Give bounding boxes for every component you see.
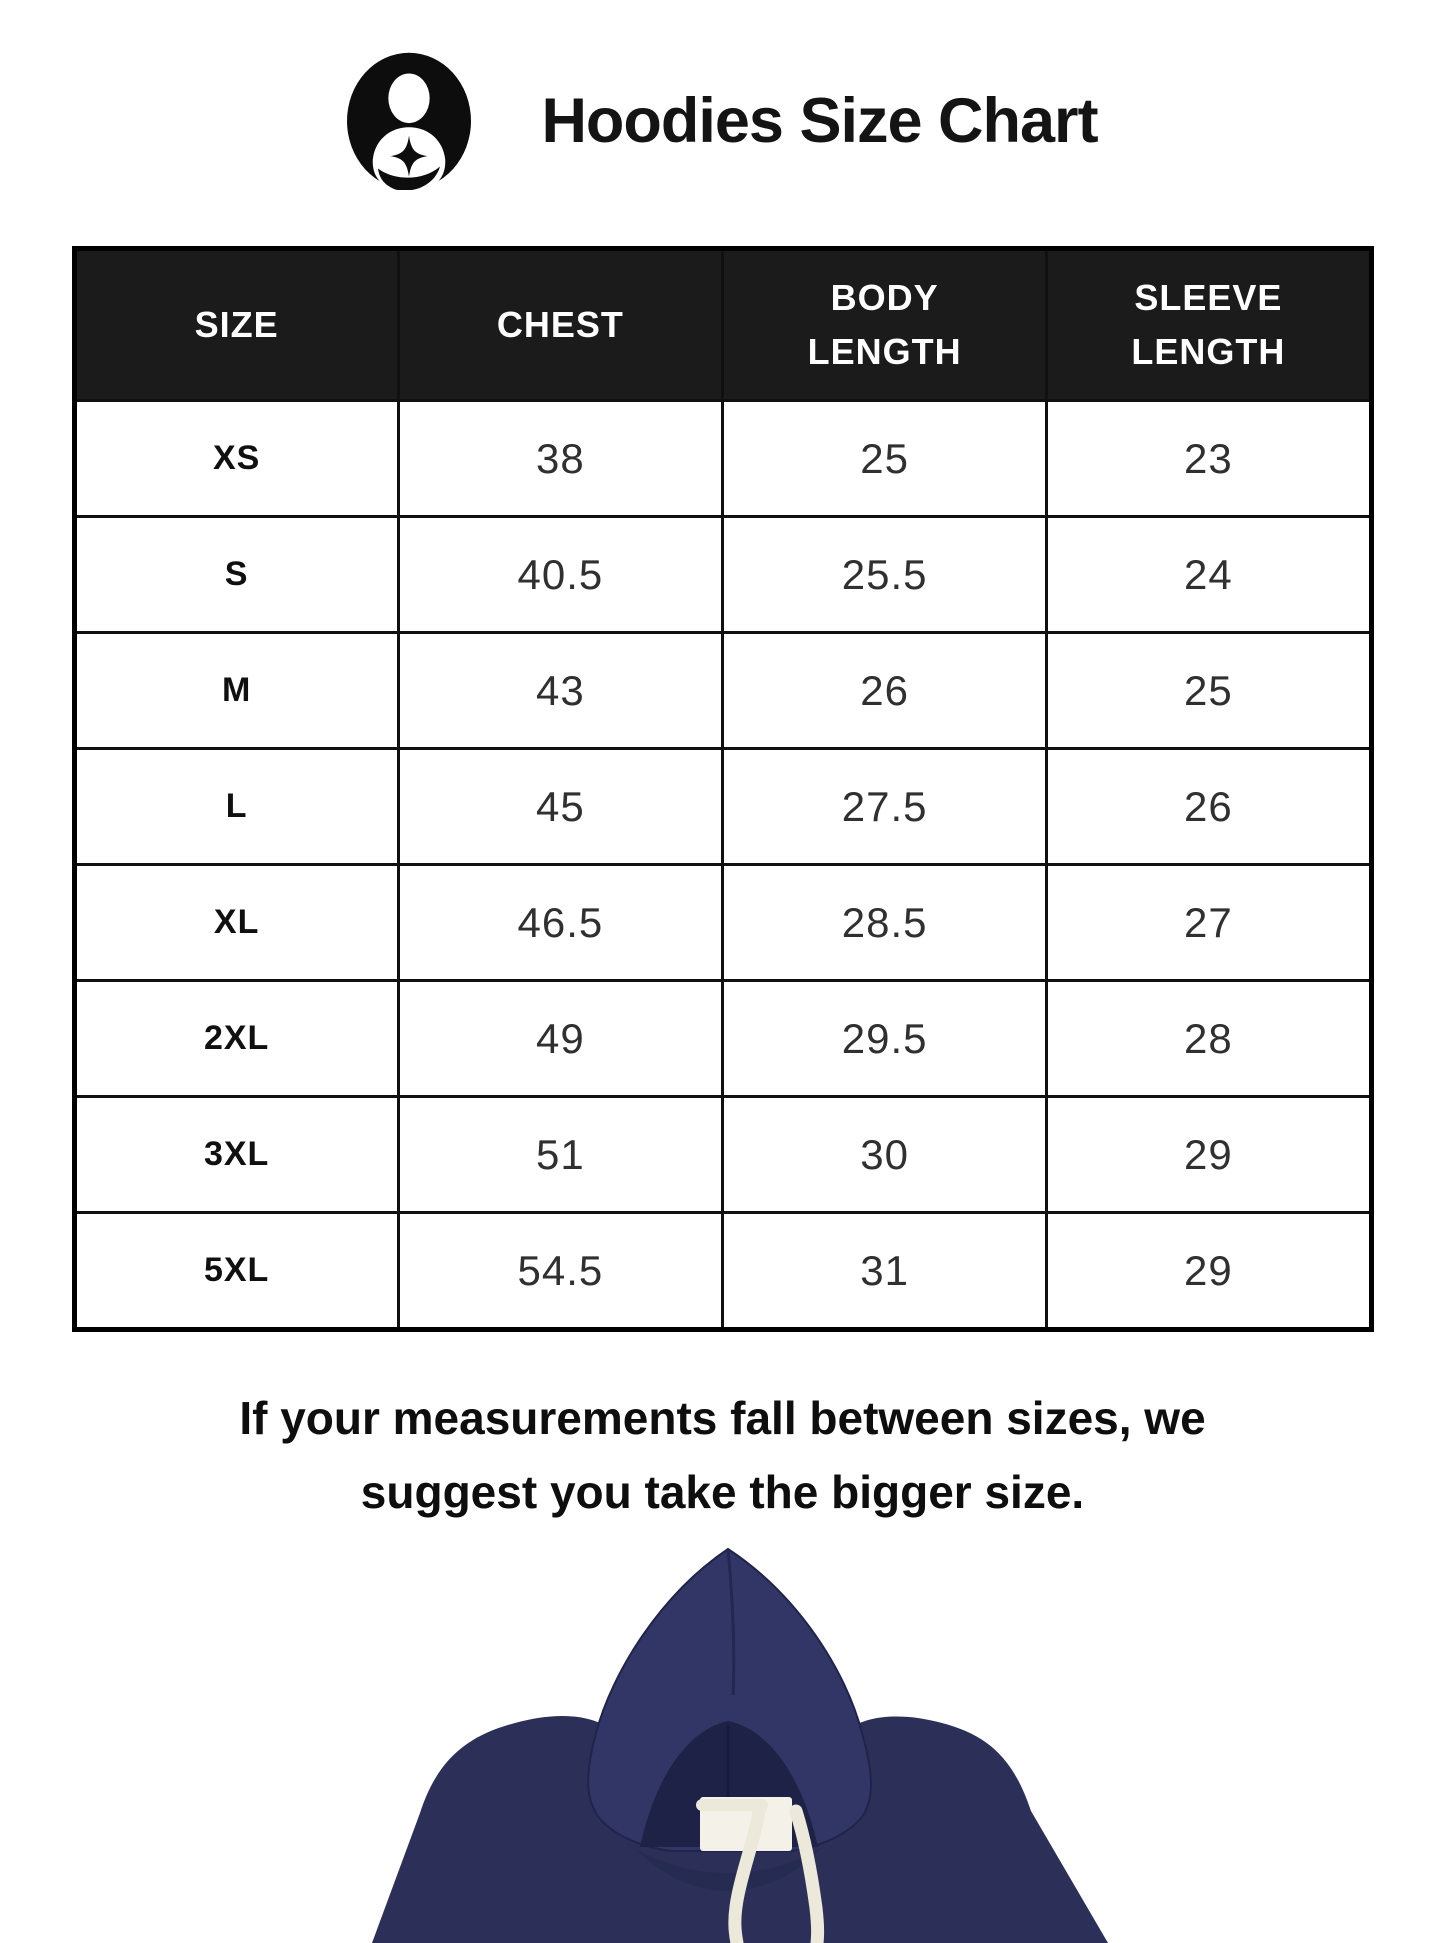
size-cell: 5XL — [74, 1213, 398, 1330]
chest-cell: 54.5 — [398, 1213, 722, 1330]
table-row-m — [74, 633, 1371, 749]
body-length-cell: 26 — [723, 633, 1047, 749]
size-chart-table — [72, 246, 1374, 1332]
sleeve-length-cell: 29 — [1047, 1213, 1371, 1330]
table-row-xl — [74, 865, 1371, 981]
fit-note — [0, 1382, 1445, 1529]
sleeve-length-cell: 29 — [1047, 1097, 1371, 1213]
sleeve-length-cell: 27 — [1047, 865, 1371, 981]
column-header-label: BODY LENGTH — [807, 277, 962, 372]
column-header-sleeve-length — [1047, 249, 1371, 401]
table-body — [74, 401, 1371, 1330]
size-cell: XL — [74, 865, 398, 981]
chest-cell: 43 — [398, 633, 722, 749]
fit-note-line1: If your measurements fall between sizes, we — [239, 1392, 1206, 1444]
chest-cell: 49 — [398, 981, 722, 1097]
chest-cell: 45 — [398, 749, 722, 865]
table-row-l — [74, 749, 1371, 865]
hoodie-illustration — [0, 1543, 1445, 1943]
body-length-cell: 25 — [723, 401, 1047, 517]
size-cell: S — [74, 517, 398, 633]
body-length-cell: 27.5 — [723, 749, 1047, 865]
sleeve-length-cell: 28 — [1047, 981, 1371, 1097]
body-length-cell: 30 — [723, 1097, 1047, 1213]
hoodie-photo — [0, 1543, 1445, 1943]
body-length-cell: 25.5 — [723, 517, 1047, 633]
size-cell: XS — [74, 401, 398, 517]
sleeve-length-cell: 23 — [1047, 401, 1371, 517]
chest-cell: 46.5 — [398, 865, 722, 981]
sleeve-length-cell: 26 — [1047, 749, 1371, 865]
column-header-label: CHEST — [496, 304, 624, 345]
body-length-cell: 31 — [723, 1213, 1047, 1330]
sleeve-length-cell: 25 — [1047, 633, 1371, 749]
size-cell: 3XL — [74, 1097, 398, 1213]
size-cell: 2XL — [74, 981, 398, 1097]
table-row-2xl — [74, 981, 1371, 1097]
brand-logo-icon — [347, 52, 471, 190]
fit-note-line2: suggest you take the bigger size. — [360, 1465, 1085, 1518]
table-row-s — [74, 517, 1371, 633]
chest-cell: 40.5 — [398, 517, 722, 633]
column-header-label: SIZE — [194, 304, 279, 345]
masthead — [0, 0, 1445, 190]
table-header — [74, 249, 1371, 401]
header-row — [74, 249, 1371, 401]
table-row-xs — [74, 401, 1371, 517]
column-header-label: SLEEVE LENGTH — [1131, 277, 1286, 372]
body-length-cell: 29.5 — [723, 981, 1047, 1097]
sleeve-length-cell: 24 — [1047, 517, 1371, 633]
page-title: Hoodies Size Chart — [541, 86, 1098, 156]
column-header-size — [74, 249, 398, 401]
column-header-body-length — [723, 249, 1047, 401]
chest-cell: 51 — [398, 1097, 722, 1213]
column-header-chest — [398, 249, 722, 401]
table-row-3xl — [74, 1097, 1371, 1213]
size-cell: M — [74, 633, 398, 749]
chest-cell: 38 — [398, 401, 722, 517]
size-cell: L — [74, 749, 398, 865]
body-length-cell: 28.5 — [723, 865, 1047, 981]
table-row-5xl — [74, 1213, 1371, 1330]
